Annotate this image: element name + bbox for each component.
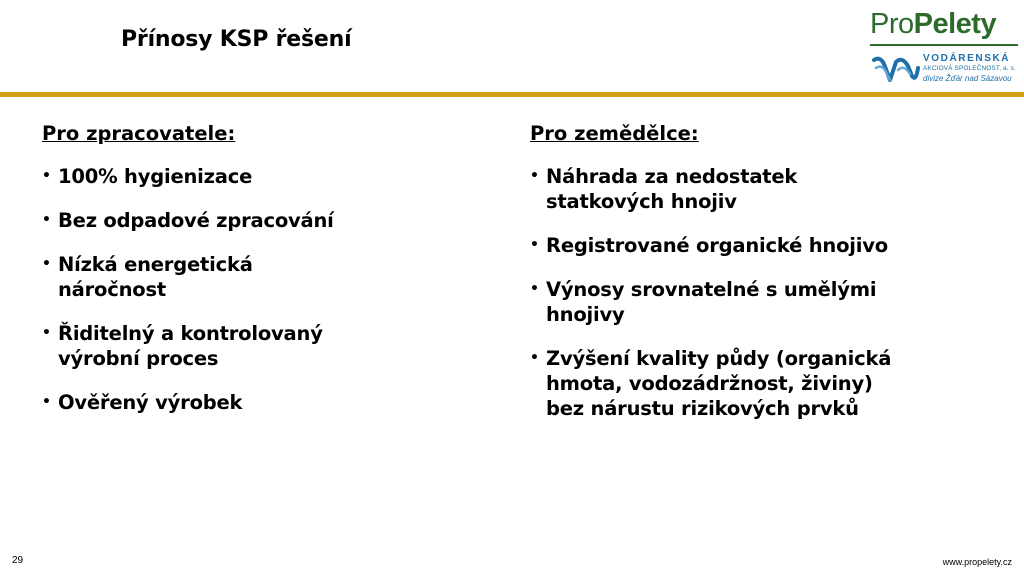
bullet-icon: • <box>42 325 51 341</box>
propelety-logo <box>870 8 996 41</box>
company-name-line1: VODÁRENSKÁ <box>923 53 1011 64</box>
bullet-icon: • <box>530 281 539 297</box>
company-logo <box>866 6 1018 88</box>
bullet-icon: • <box>42 212 51 228</box>
list-item: • Výnosy srovnatelné s umělými hnojivy <box>530 278 877 326</box>
list-item: • Nízká energetická náročnost <box>42 253 253 301</box>
bullet-icon: • <box>42 168 51 184</box>
right-column <box>530 122 970 440</box>
list-item: • Bez odpadové zpracování <box>42 209 334 232</box>
left-bullet-list <box>42 164 482 415</box>
company-division: divize Žďár nad Sázavou <box>923 74 1012 83</box>
bullet-icon: • <box>530 350 539 366</box>
right-heading: Pro zemědělce: <box>530 122 699 145</box>
left-heading: Pro zpracovatele: <box>42 122 236 145</box>
list-item: • Ověřený výrobek <box>42 391 243 414</box>
bullet-icon: • <box>530 168 539 184</box>
logo-pelety-text: Pelety <box>913 8 997 40</box>
logo-pro-text: Pro <box>870 8 914 40</box>
bullet-icon: • <box>42 394 51 410</box>
right-bullet-list <box>530 164 970 421</box>
left-column <box>42 122 482 434</box>
list-item: • Zvýšení kvality půdy (organická hmota, vodozádržnost, živiny) bez nárustu rizikových prvků <box>530 347 892 420</box>
list-item: • Náhrada za nedostatek statkových hnojiv <box>530 165 798 213</box>
page-number: 29 <box>12 555 24 566</box>
slide-title: Přínosy KSP řešení <box>121 27 352 52</box>
vak-company-text <box>923 53 1016 83</box>
bullet-icon: • <box>530 237 539 253</box>
logo-underline <box>870 44 1018 46</box>
vak-wave-icon <box>872 54 920 84</box>
company-name-line2: AKCIOVÁ SPOLEČNOST, a. s. <box>923 65 1016 72</box>
bullet-icon: • <box>42 256 51 272</box>
footer-url: www.propelety.cz <box>942 557 1012 567</box>
header-divider <box>0 92 1024 97</box>
list-item: • 100% hygienizace <box>42 165 253 188</box>
list-item: • Řiditelný a kontrolovaný výrobní proces <box>42 322 323 370</box>
list-item: • Registrované organické hnojivo <box>530 234 888 257</box>
